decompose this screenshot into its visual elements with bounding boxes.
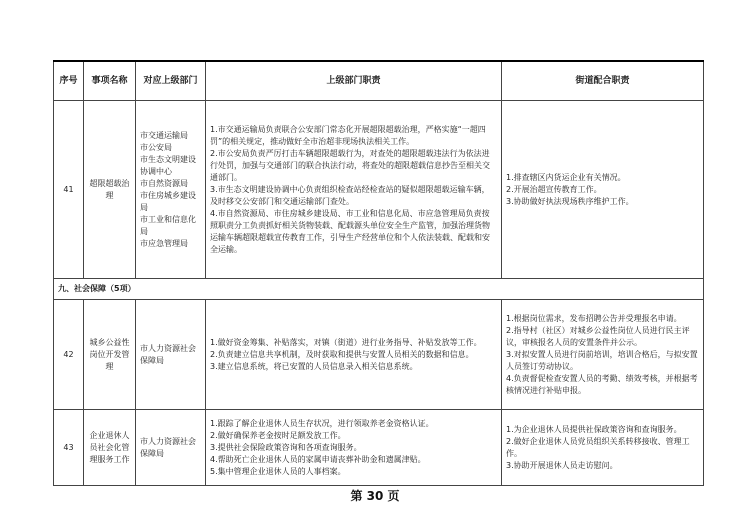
duty-item: 2.指导村（社区）对城乡公益性岗位人员进行民主评议，审核报名人员的安置条件并公示。 (506, 325, 690, 347)
row-upper-duties (206, 410, 502, 486)
duty-item: 1.市交通运输局负责联合公安部门常态化开展超限超载治理，严格实施“一超四罚”的相关规定，推动做好全市治超非现场执法相关工作。 (210, 124, 486, 146)
table-header-row (54, 61, 704, 101)
row-no: 43 (54, 410, 84, 486)
row-street-duties (502, 101, 704, 279)
duty-item: 3.协助开展退休人员走访慰问。 (506, 460, 618, 470)
duty-item: 1.为企业退休人员提供社保政策咨询和查询服务。 (506, 424, 682, 434)
row-upper-duties (206, 300, 502, 410)
duty-item: 4.负责督促检查安置人员的考勤、绩效考核，并根据考核情况进行补贴申报。 (506, 373, 698, 395)
duty-item: 2.做好企业退休人员党员组织关系转移接收、管理工作。 (506, 436, 690, 458)
dept-item: 市生态文明建设协调中心 (140, 154, 196, 176)
section-row (54, 279, 704, 300)
row-depts (136, 410, 206, 486)
duty-item: 3.市生态文明建设协调中心负责组织检查站经检查站的疑似超限超载运输车辆，及时移交公安部门和交通运输部门查处。 (210, 184, 490, 206)
duty-item: 3.建立信息系统，将已安置的人员信息录入相关信息系统。 (210, 361, 418, 371)
duty-item: 2.做好确保养老金按时足额发放工作。 (210, 430, 346, 440)
table-row (54, 410, 704, 486)
header-upper-dept: 对应上级部门 (136, 61, 206, 101)
dept-item: 市工业和信息化局 (140, 214, 196, 236)
table-row (54, 101, 704, 279)
duty-item: 5.集中管理企业退休人员的人事档案。 (210, 466, 346, 476)
row-no: 41 (54, 101, 84, 279)
row-depts (136, 101, 206, 279)
duty-item: 3.对拟安置人员进行岗前培训，培训合格后，与拟安置人员签订劳动协议。 (506, 349, 698, 371)
duty-item: 4.市自然资源局、市住房城乡建设局、市工业和信息化局、市应急管理局负责按照职责分工负责抓好相关货物装载、配载源头单位安全生产监管，加强治理货物运输车辆超限超载宣传教育工作，引导生产经营单位和个人依法装载、配载和安全运输。 (210, 208, 490, 254)
row-item-name: 企业退休人员社会化管理服务工作 (84, 410, 136, 486)
header-upper-duties: 上级部门职责 (206, 61, 502, 101)
row-street-duties (502, 410, 704, 486)
header-item-name: 事项名称 (84, 61, 136, 101)
dept-item: 市应急管理局 (140, 238, 188, 248)
dept-item: 市住房城乡建设局 (140, 190, 196, 212)
duty-item: 3.协助做好执法现场秩序维护工作。 (506, 196, 634, 206)
header-street-duties: 街道配合职责 (502, 61, 704, 101)
dept-item: 市人力资源社会保障局 (140, 343, 196, 365)
row-item-name: 超限超载治理 (84, 101, 136, 279)
page-number: 第 30 页 (350, 489, 400, 503)
duty-item: 1.做好资金筹集、补贴落实，对镇（街道）进行业务指导、补贴发放等工作。 (210, 337, 482, 347)
section-title: 九、社会保障（5项） (54, 279, 704, 300)
dept-item: 市自然资源局 (140, 178, 188, 188)
duty-item: 2.负责建立信息共享机制，及时获取和提供与安置人员相关的数据和信息。 (210, 349, 474, 359)
row-upper-duties (206, 101, 502, 279)
dept-item: 市交通运输局 (140, 130, 188, 140)
row-no: 42 (54, 300, 84, 410)
responsibility-table (53, 60, 704, 486)
row-item-name: 城乡公益性岗位开发管理 (84, 300, 136, 410)
row-street-duties (502, 300, 704, 410)
dept-item: 市人力资源社会保障局 (140, 436, 196, 458)
table-row (54, 300, 704, 410)
header-no: 序号 (54, 61, 84, 101)
dept-item: 市公安局 (140, 142, 172, 152)
row-depts (136, 300, 206, 410)
duty-item: 4.帮助死亡企业退休人员的家属申请丧葬补助金和遗属津贴。 (210, 454, 426, 464)
duty-item: 3.提供社会保险政策咨询和各项查询服务。 (210, 442, 362, 452)
duty-item: 2.开展治超宣传教育工作。 (506, 184, 602, 194)
duty-item: 1.跟踪了解企业退休人员生存状况，进行领取养老金资格认证。 (210, 418, 434, 428)
duty-item: 1.排查辖区内货运企业有关情况。 (506, 172, 626, 182)
duty-item: 1.根据岗位需求，发布招聘公告并受理报名申请。 (506, 313, 682, 323)
duty-item: 2.市公安局负责严厉打击车辆超限超载行为，对查处的超限超载违法行为依法进行处罚，加强与交通部门的联合执法行动，将查处的超限超载信息抄告至相关交通部门。 (210, 148, 490, 182)
